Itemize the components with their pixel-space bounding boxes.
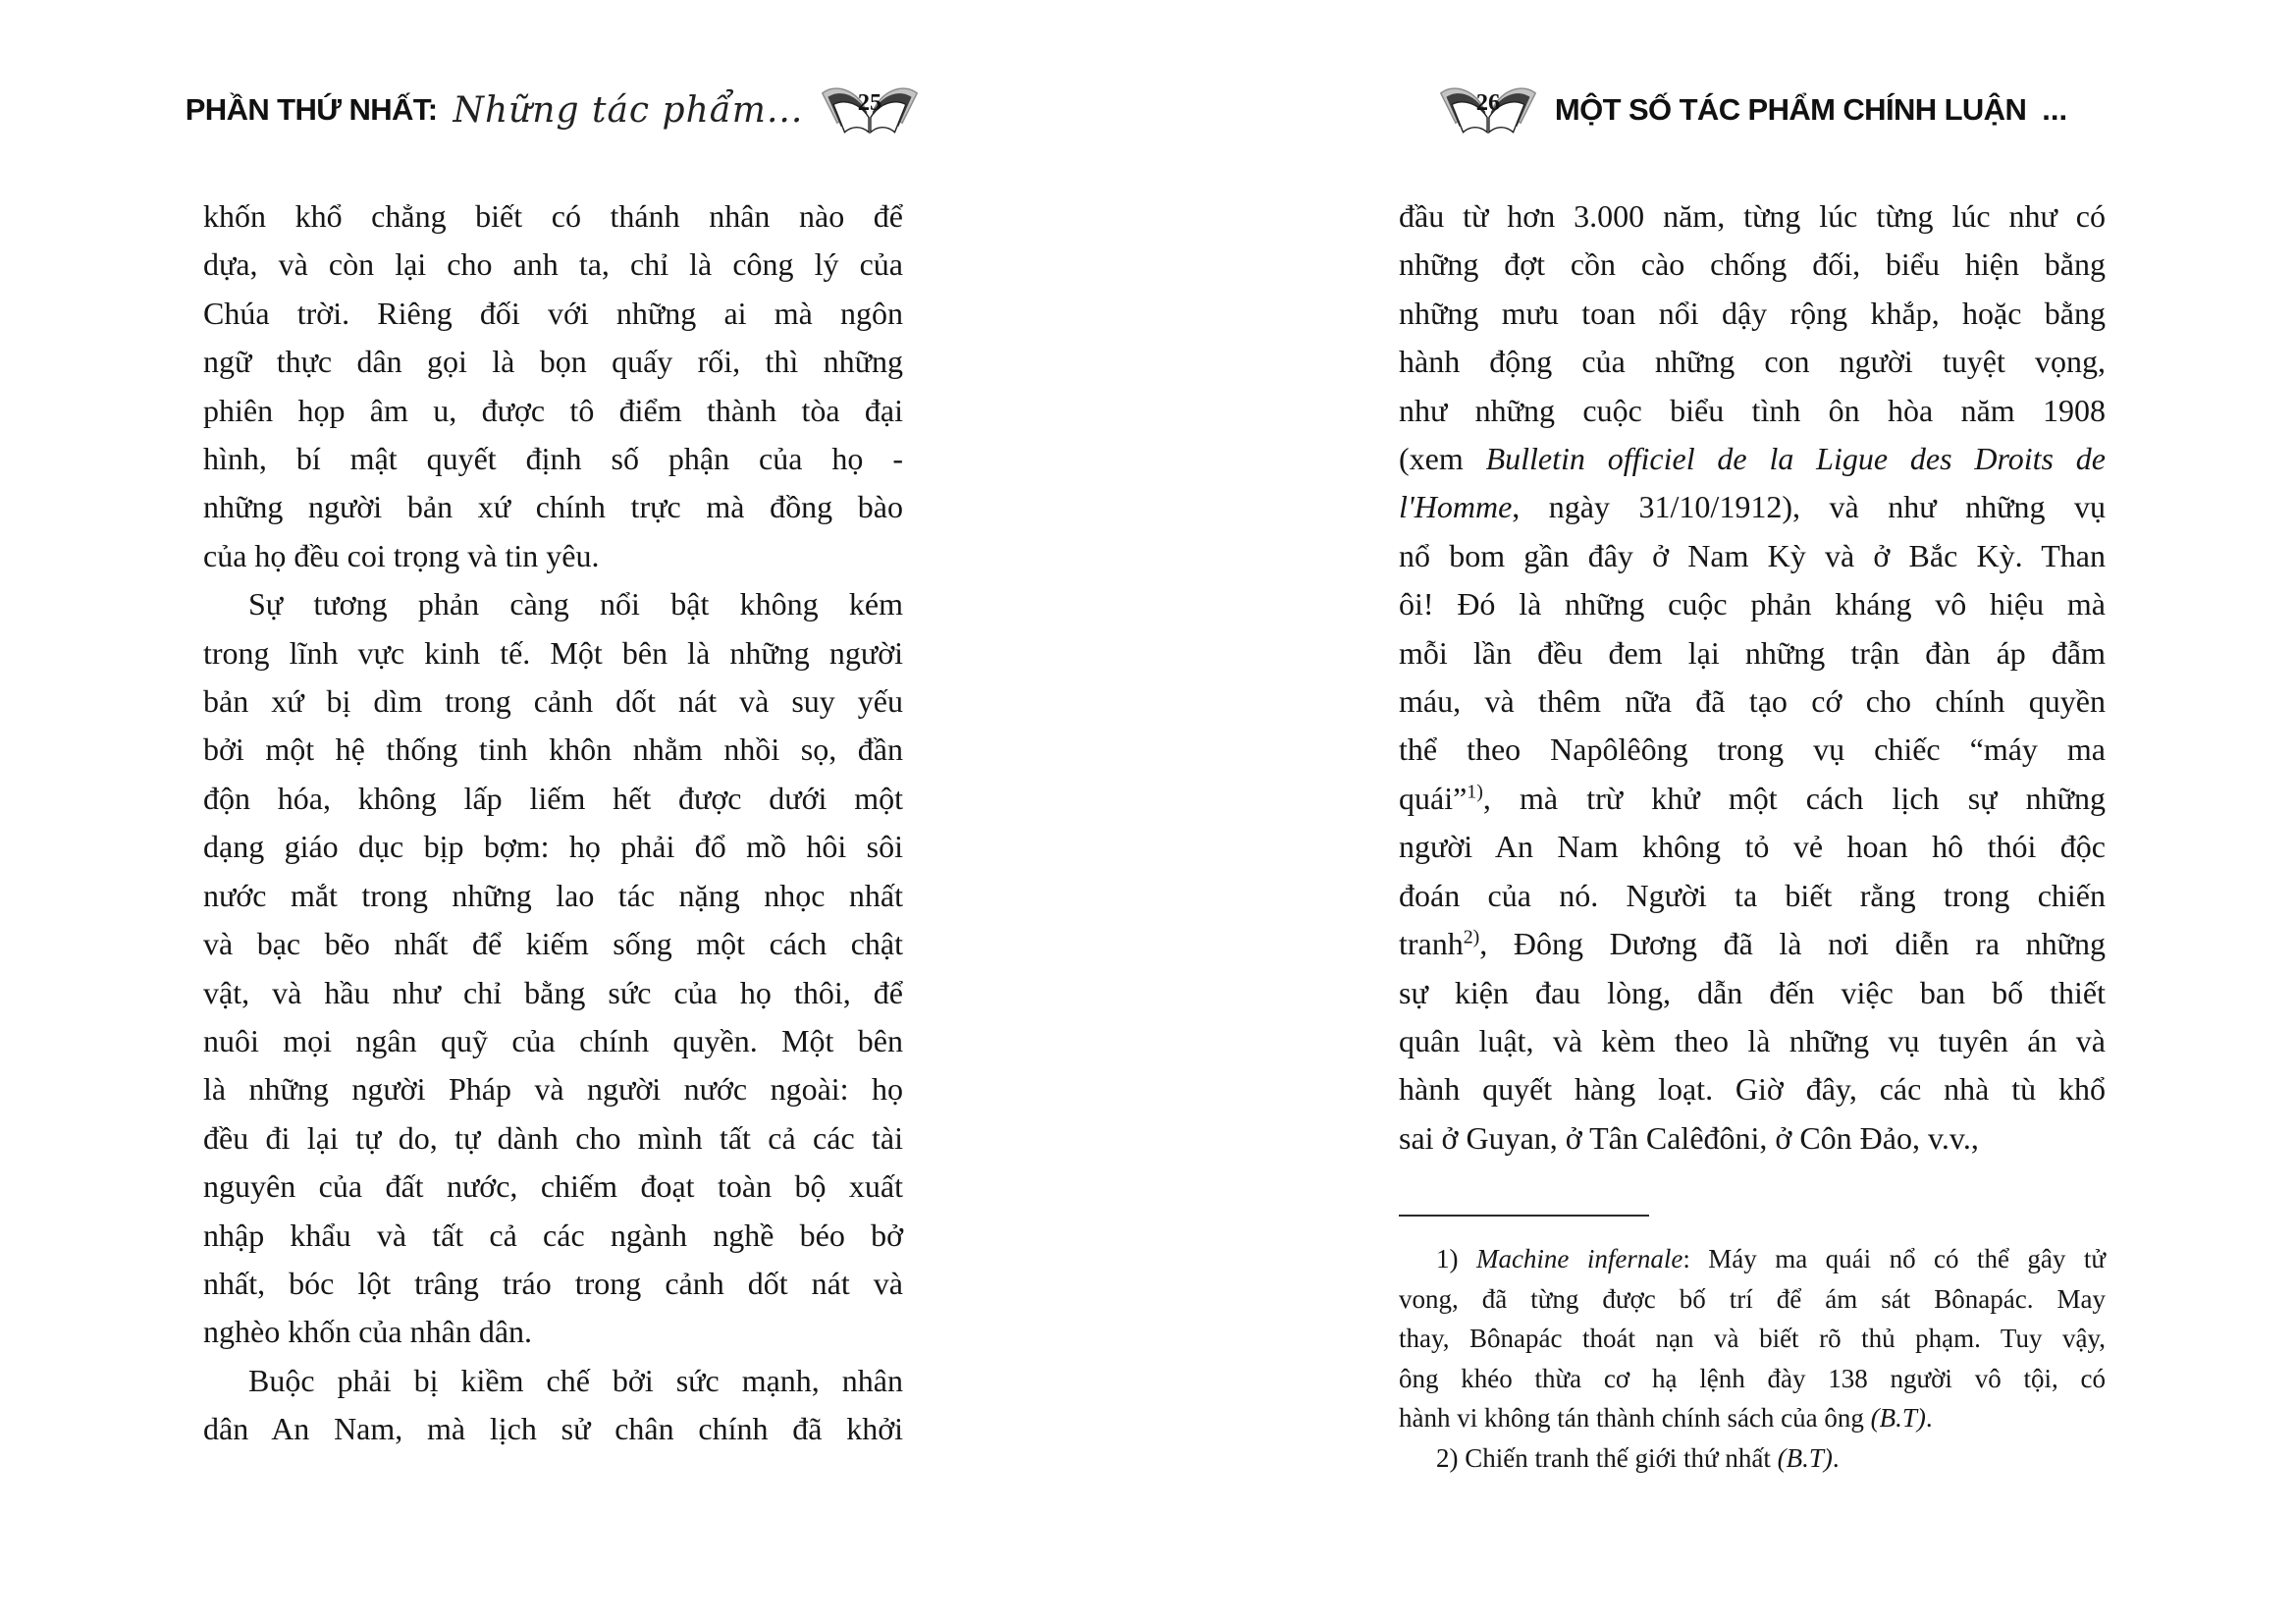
text-line xyxy=(203,483,903,531)
text-segment: l'Homme xyxy=(1399,489,1513,525)
text-segment: nổ bom gần đây ở Nam Kỳ và ở Bắc Kỳ. Than xyxy=(1399,537,2106,573)
text-line xyxy=(1399,920,2106,968)
text-line xyxy=(1399,1239,2106,1279)
text-segment: (B.T) xyxy=(1777,1442,1833,1473)
text-line xyxy=(1399,1279,2106,1320)
text-line xyxy=(203,677,903,726)
text-segment: vật, và hầu như chỉ bằng sức của họ thôi, để xyxy=(203,974,903,1010)
text-segment: dạng giáo dục bịp bợm: họ phải đổ mồ hôi sôi xyxy=(203,829,903,865)
left-header-title: PHẦN THỨ NHẤT: xyxy=(185,92,438,127)
text-line xyxy=(203,338,903,386)
text-segment: những mưu toan nổi dậy rộng khắp, hoặc bằng xyxy=(1399,295,2106,331)
text-line xyxy=(1399,1114,2106,1163)
text-segment: Chúa trời. Riêng đối với những ai mà ngôn xyxy=(203,295,903,331)
text-line xyxy=(1399,1065,2106,1113)
text-line xyxy=(1399,241,2106,289)
text-line xyxy=(203,532,903,580)
text-segment: hành vi không tán thành chính sách của ông xyxy=(1399,1403,1871,1433)
text-line xyxy=(1399,290,2106,338)
left-header-subtitle: Những tác phẩm... xyxy=(453,89,804,131)
text-line xyxy=(1399,775,2106,823)
text-line xyxy=(203,580,903,628)
text-segment: thể theo Napôlêông trong vụ chiếc “máy ma xyxy=(1399,731,2106,768)
text-segment: sự kiện đau lòng, dẫn đến việc ban bố thiết xyxy=(1399,974,2106,1010)
text-line xyxy=(203,775,903,823)
text-segment: những đợt cồn cào chống đối, biểu hiện bằng xyxy=(1399,246,2106,283)
text-line xyxy=(203,1212,903,1260)
text-line xyxy=(1399,677,2106,726)
text-line xyxy=(203,1260,903,1308)
text-line xyxy=(203,1405,903,1453)
text-segment: bản xứ bị dìm trong cảnh dốt nát và suy yếu xyxy=(203,683,903,720)
text-line xyxy=(203,872,903,920)
text-line xyxy=(203,1114,903,1163)
text-segment: độn hóa, không lấp liếm hết được dưới một xyxy=(203,780,903,816)
open-book-icon xyxy=(819,80,921,140)
text-line xyxy=(1399,1319,2106,1359)
text-segment: Bulletin officiel de la Ligue des Droits de xyxy=(1485,441,2106,477)
text-line xyxy=(203,1065,903,1113)
text-line xyxy=(203,1017,903,1065)
text-line xyxy=(1399,823,2106,871)
text-segment: nhập khẩu và tất cả các ngành nghề béo bở xyxy=(203,1217,903,1253)
left-running-header xyxy=(185,79,903,141)
text-segment: mỗi lần đều đem lại những trận đàn áp đẫm xyxy=(1399,634,2106,671)
footnotes xyxy=(1399,1239,2106,1478)
text-segment: : Máy ma quái nổ có thể gây tử xyxy=(1682,1244,2106,1273)
text-segment: quân luật, và kèm theo là những vụ tuyên án và xyxy=(1399,1022,2106,1058)
text-line xyxy=(203,629,903,677)
text-segment: ôi! Đó là những cuộc phản kháng vô hiệu mà xyxy=(1399,586,2106,623)
right-page-body xyxy=(1399,192,2106,1163)
text-segment: đoán của nó. Người ta biết rằng trong chiến xyxy=(1399,877,2106,913)
text-line xyxy=(203,290,903,338)
text-segment: sai ở Guyan, ở Tân Calêđôni, ở Côn Đảo, v.v., xyxy=(1399,1119,1979,1156)
text-segment: đều đi lại tự do, tự dành cho mình tất cả các tài xyxy=(203,1119,903,1156)
text-line xyxy=(1399,1017,2106,1065)
text-line xyxy=(1399,192,2106,241)
text-segment: (B.T) xyxy=(1870,1403,1926,1433)
text-segment: Machine infernale xyxy=(1475,1244,1683,1273)
text-segment: nước mắt trong những lao tác nặng nhọc nhất xyxy=(203,877,903,913)
text-segment: (xem xyxy=(1399,441,1486,477)
text-segment: ngữ thực dân gọi là bọn quấy rối, thì những xyxy=(203,344,903,380)
text-line xyxy=(1399,1398,2106,1438)
text-segment: nuôi mọi ngân quỹ của chính quyền. Một bên xyxy=(203,1022,903,1058)
right-header-suffix: ... xyxy=(2042,92,2068,127)
text-segment: những người bản xứ chính trực mà đồng bào xyxy=(203,489,903,525)
text-line xyxy=(1399,969,2106,1017)
text-segment: nguyên của đất nước, chiếm đoạt toàn bộ xuất xyxy=(203,1168,903,1205)
text-line xyxy=(1399,1438,2106,1479)
text-segment: 1) xyxy=(1436,1244,1476,1273)
text-segment: nhất, bóc lột trâng tráo trong cảnh dốt nát và xyxy=(203,1265,903,1301)
text-segment: nghèo khốn của nhân dân. xyxy=(203,1314,533,1350)
text-segment: hình, bí mật quyết định số phận của họ - xyxy=(203,441,903,477)
text-segment: . xyxy=(1925,1403,1933,1433)
text-segment: Buộc phải bị kiềm chế bởi sức mạnh, nhân xyxy=(248,1362,903,1398)
text-line xyxy=(1399,1359,2106,1399)
right-running-header xyxy=(1399,79,2106,141)
text-line xyxy=(1399,338,2106,386)
text-line xyxy=(203,192,903,241)
text-line xyxy=(203,920,903,968)
right-header-title: MỘT SỐ TÁC PHẨM CHÍNH LUẬN xyxy=(1554,92,2027,127)
text-segment: thay, Bônapác thoát nạn và biết rõ thủ phạm. Tuy vậy, xyxy=(1399,1324,2106,1353)
text-line xyxy=(1399,726,2106,774)
text-segment: dựa, và còn lại cho anh ta, chỉ là công lý của xyxy=(203,246,903,283)
text-segment: bởi một hệ thống tinh khôn nhằm nhồi sọ, đần xyxy=(203,731,903,768)
text-line xyxy=(1399,580,2106,628)
text-line xyxy=(203,435,903,483)
text-segment: phiên họp âm u, được tô điểm thành tòa đại xyxy=(203,392,903,428)
text-segment: trong lĩnh vực kinh tế. Một bên là những người xyxy=(203,634,903,671)
text-line xyxy=(203,1308,903,1356)
text-segment: và bạc bẽo nhất để kiếm sống một cách chật xyxy=(203,926,903,962)
left-page-number: 25 xyxy=(857,89,882,116)
text-segment: , ngày 31/10/1912), và như những vụ xyxy=(1512,489,2106,525)
footnote-separator xyxy=(1399,1215,1649,1217)
footnote-ref: 1) xyxy=(1467,781,1483,803)
text-line xyxy=(1399,435,2106,483)
text-line xyxy=(1399,872,2106,920)
text-segment: hành động của những con người tuyệt vọng, xyxy=(1399,344,2106,380)
text-segment: hành quyết hàng loạt. Giờ đây, các nhà tù khổ xyxy=(1399,1071,2106,1108)
right-page-number: 26 xyxy=(1475,89,1501,116)
text-segment: 2) Chiến tranh thế giới thứ nhất xyxy=(1436,1442,1778,1473)
text-segment: tranh xyxy=(1399,926,1464,962)
text-line xyxy=(203,387,903,435)
text-segment: , Đông Dương đã là nơi diễn ra những xyxy=(1479,926,2106,962)
open-book-icon xyxy=(1437,80,1539,140)
text-segment: . xyxy=(1832,1442,1840,1473)
text-line xyxy=(1399,483,2106,531)
text-line xyxy=(203,969,903,1017)
text-line xyxy=(203,241,903,289)
text-segment: là những người Pháp và người nước ngoài: họ xyxy=(203,1071,903,1108)
text-segment: đầu từ hơn 3.000 năm, từng lúc từng lúc như có xyxy=(1399,198,2106,234)
text-line xyxy=(1399,387,2106,435)
footnote-ref: 2) xyxy=(1463,926,1480,948)
text-segment: dân An Nam, mà lịch sử chân chính đã khởi xyxy=(203,1411,903,1447)
text-segment: Sự tương phản càng nổi bật không kém xyxy=(248,586,903,623)
text-line xyxy=(203,1163,903,1211)
text-line xyxy=(203,823,903,871)
left-page-body xyxy=(203,192,903,1454)
text-segment: của họ đều coi trọng và tin yêu. xyxy=(203,537,600,573)
text-segment: máu, và thêm nữa đã tạo cớ cho chính quyền xyxy=(1399,683,2106,720)
text-line xyxy=(1399,629,2106,677)
text-line xyxy=(203,726,903,774)
text-segment: khốn khổ chẳng biết có thánh nhân nào để xyxy=(203,198,903,234)
text-segment: vong, đã từng được bố trí để ám sát Bônapác. May xyxy=(1399,1283,2106,1314)
text-segment: quái” xyxy=(1399,780,1468,816)
text-segment: người An Nam không tỏ vẻ hoan hô thói độc xyxy=(1399,829,2106,865)
text-segment: như những cuộc biểu tình ôn hòa năm 1908 xyxy=(1399,392,2106,428)
text-segment: ông khéo thừa cơ hạ lệnh đày 138 người vô tội, có xyxy=(1399,1363,2106,1393)
text-line xyxy=(1399,532,2106,580)
text-segment: , mà trừ khử một cách lịch sự những xyxy=(1482,780,2106,816)
text-line xyxy=(203,1357,903,1405)
